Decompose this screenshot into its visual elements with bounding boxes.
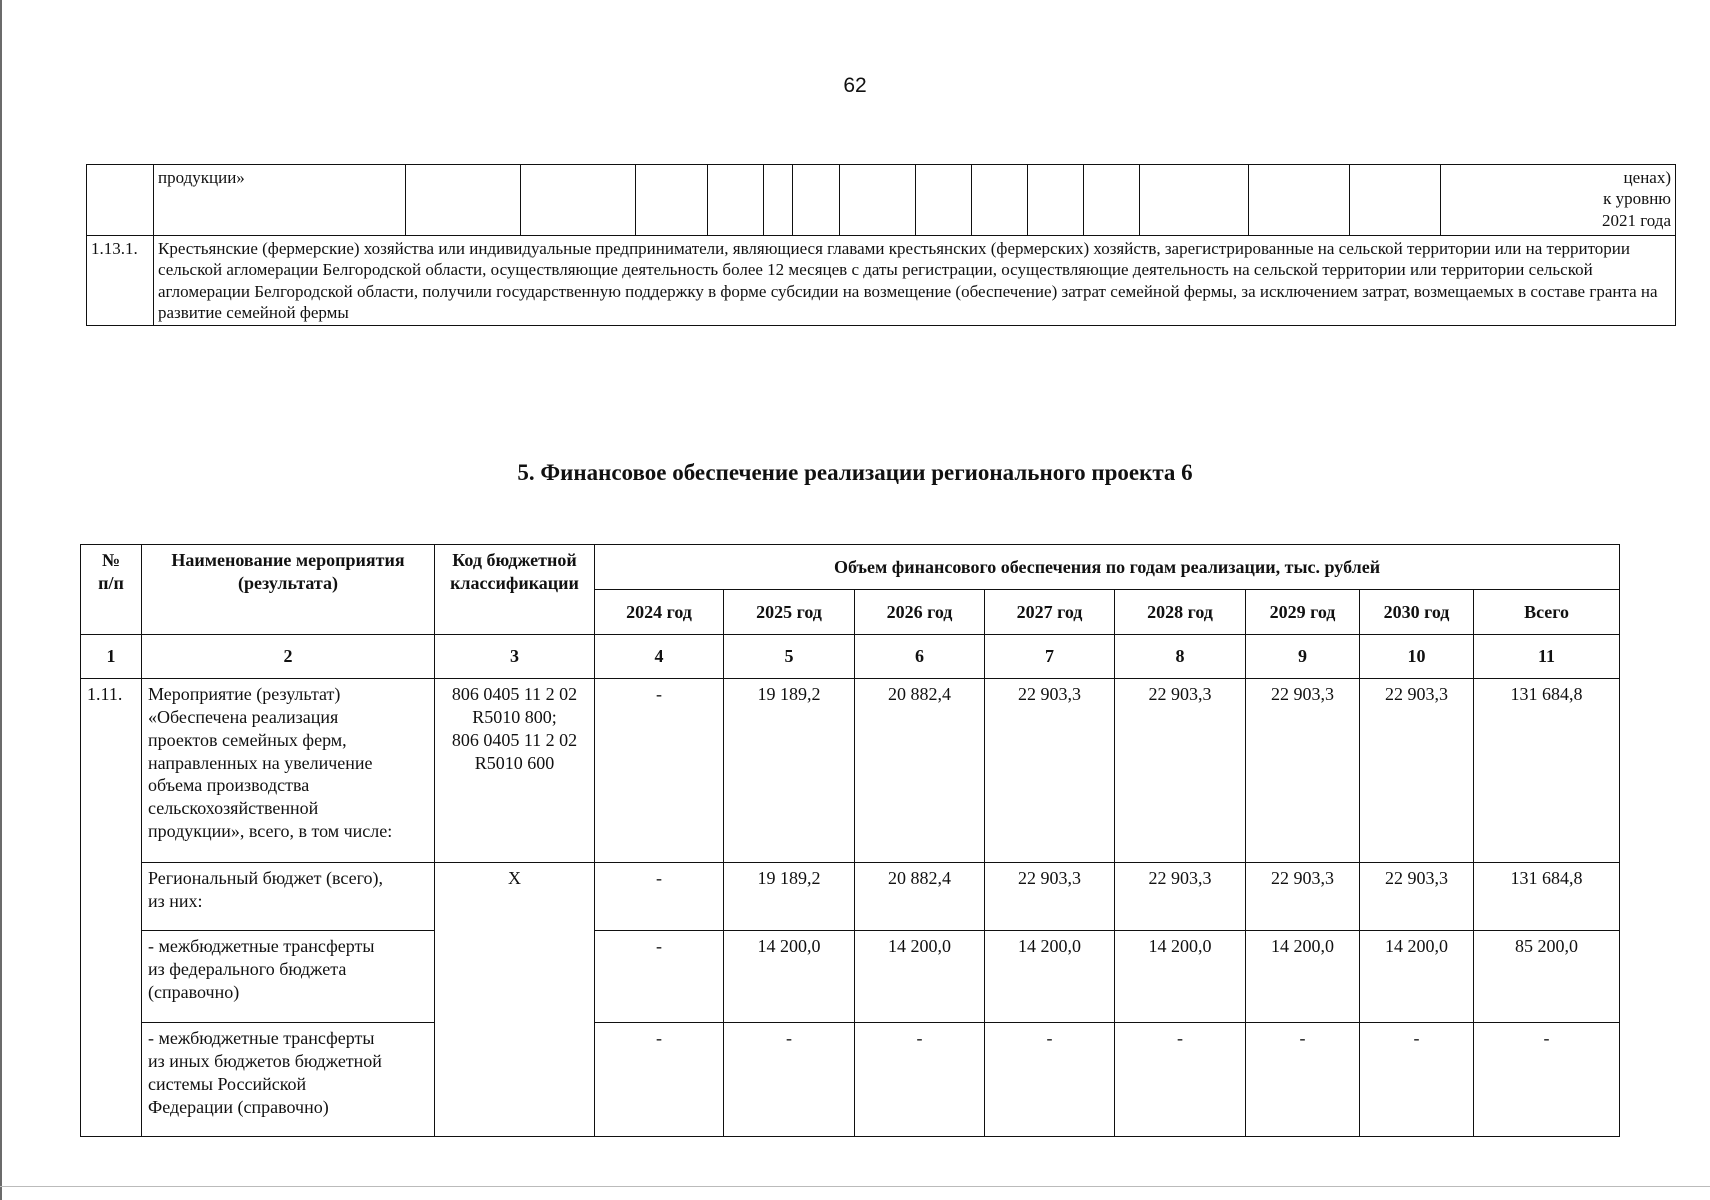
table-row [81,679,1620,863]
value-2026: - [855,1023,985,1137]
header-year-2026: 2026 год [855,590,985,635]
value-2030: 22 903,3 [1360,863,1474,931]
header-row [81,545,1620,590]
header-year-2024: 2024 год [595,590,724,635]
value-2029: - [1246,1023,1360,1137]
value-2028: 22 903,3 [1115,863,1246,931]
value-2024: - [595,863,724,931]
cell-name-tail: продукции» [154,165,406,236]
value-total: 131 684,8 [1474,863,1620,931]
row-name: - межбюджетные трансферты из федерального бюджета (справочно) [142,931,435,1023]
col-number: 9 [1246,635,1360,679]
row-name: - межбюджетные трансферты из иных бюджетов бюджетной системы Российской Федерации (справочно) [142,1023,435,1137]
value-2027: - [985,1023,1115,1137]
column-numbers-row [81,635,1620,679]
header-num: № п/п [81,545,142,635]
value-2026: 20 882,4 [855,863,985,931]
header-year-2027: 2027 год [985,590,1115,635]
header-year-2025: 2025 год [724,590,855,635]
value-2027: 22 903,3 [985,863,1115,931]
table-row [81,1023,1620,1137]
col-number: 3 [435,635,595,679]
header-year-2028: 2028 год [1115,590,1246,635]
table-row [81,931,1620,1023]
table-row [81,863,1620,931]
header-volume: Объем финансового обеспечения по годам реализации, тыс. рублей [595,545,1620,590]
scan-edge [0,0,2,1200]
col-number: 7 [985,635,1115,679]
value-2028: - [1115,1023,1246,1137]
value-total: 131 684,8 [1474,679,1620,863]
col-number: 10 [1360,635,1474,679]
continuation-table [86,164,1676,326]
value-2024: - [595,931,724,1023]
row-description: Крестьянские (фермерские) хозяйства или индивидуальные предприниматели, являющиеся главами крестьянских (фермерских) хозяйств, зарегистрированные на сельской территории или на территории сельской агломерации Белгородской области, осуществляющие деятельность более 12 месяцев с даты регистрации, осуществляющие деятельность на сельской территории или территории сельской агломерации Белгородской области, получили государственную поддержку в форме субсидии на возмещение (обеспечение) затрат семейной фермы, за исключением затрат, возмещаемых в составе гранта на развитие семейной фермы [154,236,1676,326]
value-2028: 14 200,0 [1115,931,1246,1023]
value-2029: 22 903,3 [1246,679,1360,863]
value-2030: 22 903,3 [1360,679,1474,863]
row-code: 806 0405 11 2 02 R5010 800; 806 0405 11 2 02 R5010 600 [435,679,595,863]
value-2024: - [595,1023,724,1137]
col-number: 1 [81,635,142,679]
col-number: 4 [595,635,724,679]
header-code: Код бюджетной классификации [435,545,595,635]
header-year-2030: 2030 год [1360,590,1474,635]
row-name: Мероприятие (результат) «Обеспечена реализация проектов семейных ферм, направленных на увеличение объема производства сельскохозяйственной продукции», всего, в том числе: [142,679,435,863]
footer-rule [0,1186,1710,1187]
header-total: Всего [1474,590,1620,635]
page-number: 62 [843,74,867,97]
col-number: 8 [1115,635,1246,679]
value-total: - [1474,1023,1620,1137]
col-number: 2 [142,635,435,679]
value-2025: 19 189,2 [724,679,855,863]
row-name: Региональный бюджет (всего), из них: [142,863,435,931]
value-2025: 14 200,0 [724,931,855,1023]
col-number: 6 [855,635,985,679]
value-2025: - [724,1023,855,1137]
value-2030: 14 200,0 [1360,931,1474,1023]
col-number: 5 [724,635,855,679]
continuation-row-1-13-1 [87,236,1676,326]
value-2024: - [595,679,724,863]
col-number: 11 [1474,635,1620,679]
value-2027: 14 200,0 [985,931,1115,1023]
value-2026: 14 200,0 [855,931,985,1023]
value-2025: 19 189,2 [724,863,855,931]
row-code: X [435,863,595,1137]
value-2028: 22 903,3 [1115,679,1246,863]
finance-table [80,544,1620,1137]
continuation-row [87,165,1676,236]
value-2030: - [1360,1023,1474,1137]
value-2027: 22 903,3 [985,679,1115,863]
row-number: 1.11. [81,679,142,1137]
header-year-2029: 2029 год [1246,590,1360,635]
header-name: Наименование мероприятия (результата) [142,545,435,635]
value-2029: 22 903,3 [1246,863,1360,931]
value-2026: 20 882,4 [855,679,985,863]
section-title: 5. Финансовое обеспечение реализации регионального проекта 6 [517,460,1193,485]
cell-last-tail: ценах) к уровню 2021 года [1441,165,1676,236]
value-total: 85 200,0 [1474,931,1620,1023]
value-2029: 14 200,0 [1246,931,1360,1023]
row-number: 1.13.1. [87,236,154,326]
